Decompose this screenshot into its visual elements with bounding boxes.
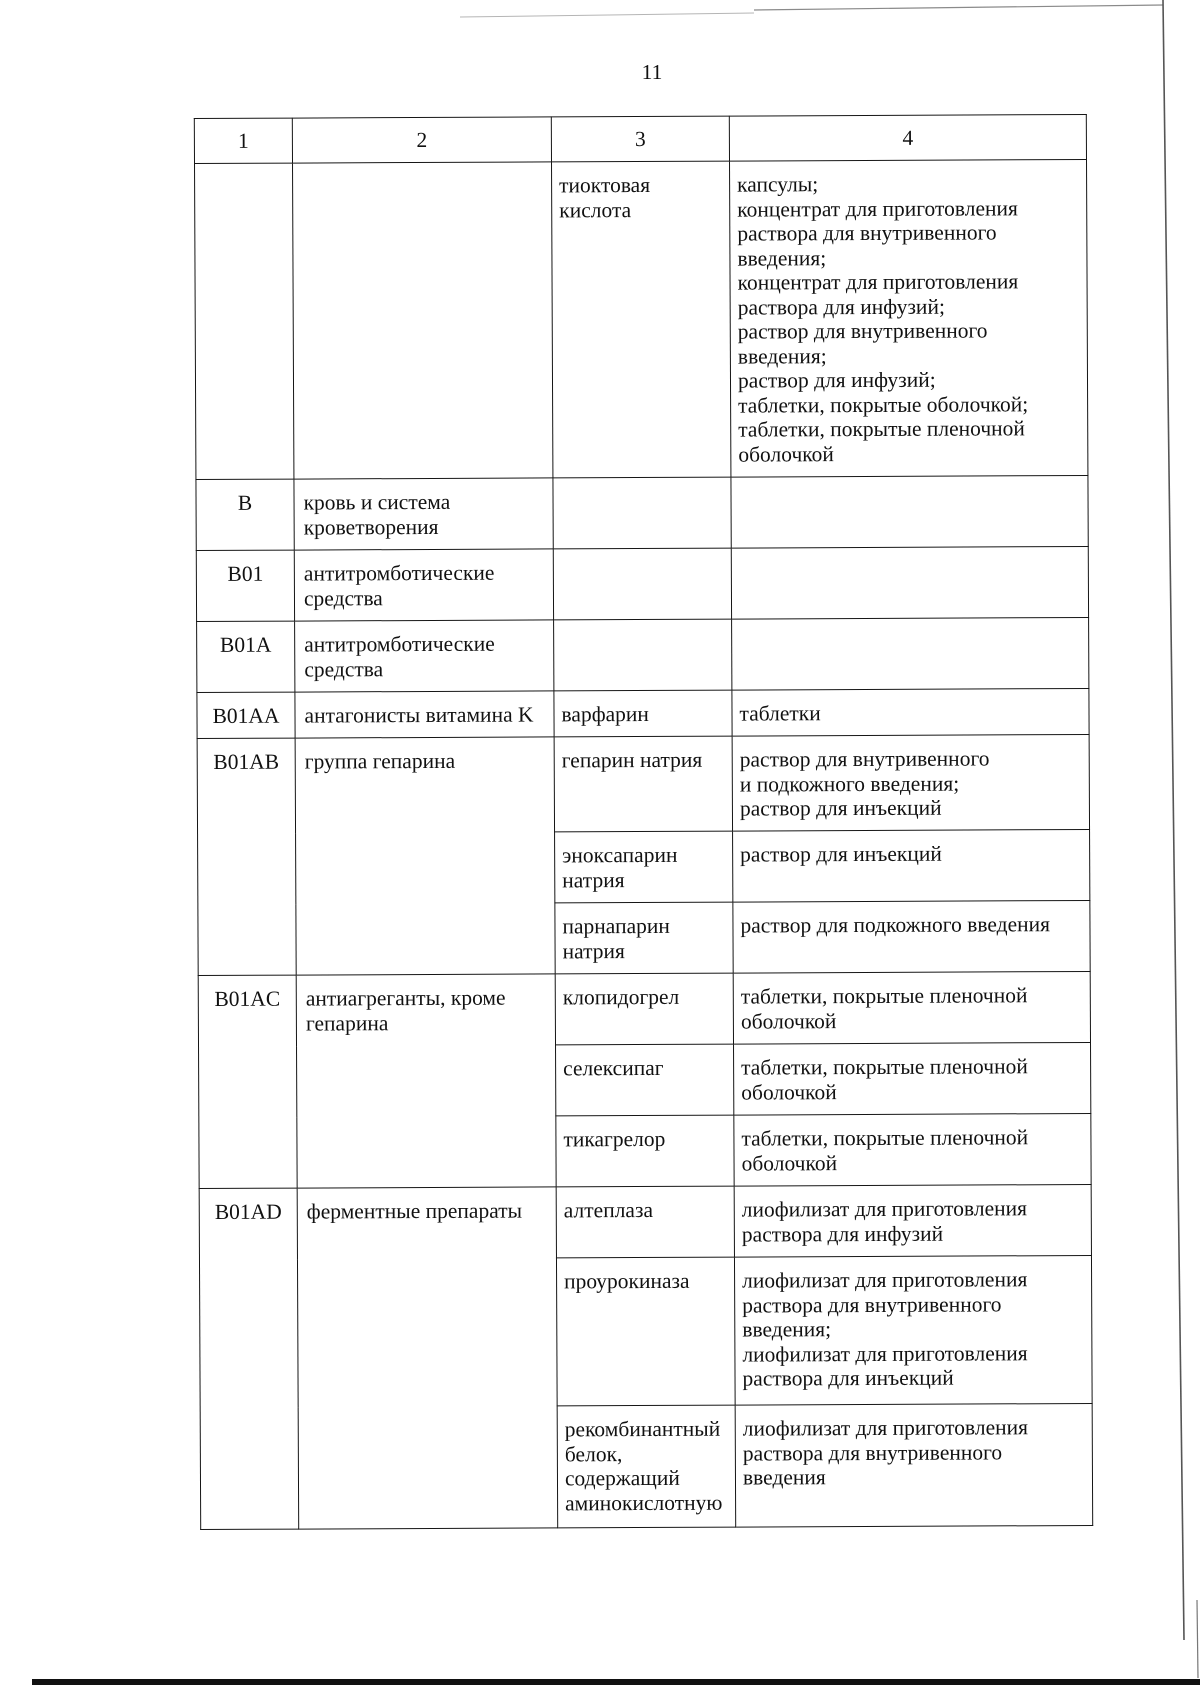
drug-name-cell: селексипаг — [556, 1044, 734, 1116]
table-row — [198, 971, 1090, 1046]
dosage-form-cell — [732, 617, 1089, 690]
scan-edge-bottom — [32, 1679, 1200, 1685]
group-name-cell: кровь и система кроветворения — [294, 478, 553, 550]
group-name-cell — [293, 162, 553, 479]
drug-name-cell: тиоктовая кислота — [552, 161, 731, 478]
dosage-form-cell — [731, 546, 1088, 619]
drug-name-cell — [554, 619, 732, 691]
header-row — [194, 114, 1086, 163]
column-header-1: 1 — [194, 118, 292, 163]
drug-name-cell: варфарин — [554, 690, 732, 737]
column-header-2: 2 — [292, 117, 551, 163]
atc-code-cell: B01AA — [197, 692, 295, 738]
table-row — [196, 475, 1088, 550]
table-row — [197, 688, 1089, 738]
column-header-3: 3 — [551, 116, 729, 162]
dosage-form-cell: капсулы; концентрат для приготовления раствора для внутривенного введения; концентрат для приготовления раствора для инфузий; раствор для внутривенного введения; раствор для инфузий; таблетки, покрытые оболочкой; таблетки, покрытые пленочной оболочкой — [730, 159, 1088, 477]
atc-code-cell — [195, 163, 294, 479]
group-name-cell: антитромботические средства — [295, 620, 554, 692]
table-row — [199, 1184, 1091, 1259]
atc-code-cell: B01AD — [199, 1188, 299, 1529]
dosage-form-cell: лиофилизат для приготовления раствора для инфузий — [734, 1184, 1091, 1257]
scan-edge-right — [1163, 0, 1184, 1640]
group-name-cell: группа гепарина — [295, 737, 555, 975]
dosage-form-cell: раствор для внутривенного и подкожного введения; раствор для инъекций — [732, 734, 1089, 831]
dosage-form-cell — [731, 475, 1088, 548]
drug-name-cell: алтеплаза — [556, 1186, 734, 1258]
group-name-cell: ферментные препараты — [297, 1187, 558, 1529]
drug-name-cell — [553, 548, 731, 620]
dosage-form-cell: таблетки, покрытые пленочной оболочкой — [734, 1042, 1091, 1115]
dosage-form-cell: раствор для инъекций — [733, 829, 1090, 902]
drug-name-cell: клопидогрел — [555, 973, 733, 1045]
dosage-form-cell: таблетки, покрытые пленочной оболочкой — [733, 971, 1090, 1044]
drug-name-cell: тикагрелор — [556, 1115, 734, 1187]
drug-name-cell: эноксапарин натрия — [555, 831, 733, 903]
group-name-cell: антиагреганты, кроме гепарина — [296, 974, 556, 1188]
scan-edge-right-lower — [1197, 1600, 1198, 1678]
dosage-form-cell: таблетки, покрытые пленочной оболочкой — [734, 1113, 1091, 1186]
table-row — [197, 734, 1089, 833]
atc-code-cell: B01 — [196, 550, 294, 621]
group-name-cell: антитромботические средства — [294, 549, 553, 621]
dosage-form-cell: раствор для подкожного введения — [733, 900, 1090, 973]
group-name-cell: антагонисты витамина K — [295, 691, 554, 738]
dosage-form-cell: лиофилизат для приготовления раствора для внутривенного введения; лиофилизат для приготовления раствора для инъекций — [734, 1255, 1092, 1405]
atc-code-cell: B01A — [197, 621, 295, 692]
drug-name-cell: рекомбинантный белок, содержащий аминокислотную — [557, 1405, 736, 1528]
table-row — [195, 159, 1088, 479]
atc-code-cell: B01AC — [198, 975, 297, 1188]
dosage-form-cell: таблетки — [732, 688, 1089, 736]
drug-name-cell: парнапарин натрия — [555, 902, 733, 974]
atc-code-cell: B01AB — [197, 738, 296, 975]
page-number: 11 — [641, 60, 663, 84]
scan-edge-top — [754, 5, 1163, 10]
table-row — [196, 546, 1088, 621]
column-header-4: 4 — [729, 114, 1086, 161]
drug-name-cell: проурокиназа — [556, 1257, 735, 1406]
drug-name-cell — [553, 477, 731, 549]
atc-code-cell: B — [196, 479, 294, 550]
dosage-form-cell: лиофилизат для приготовления раствора для внутривенного введения — [735, 1403, 1093, 1527]
scan-edge-top-faint — [460, 13, 754, 17]
drug-table — [194, 114, 1093, 1530]
drug-name-cell: гепарин натрия — [554, 736, 732, 832]
table-row — [197, 617, 1089, 692]
